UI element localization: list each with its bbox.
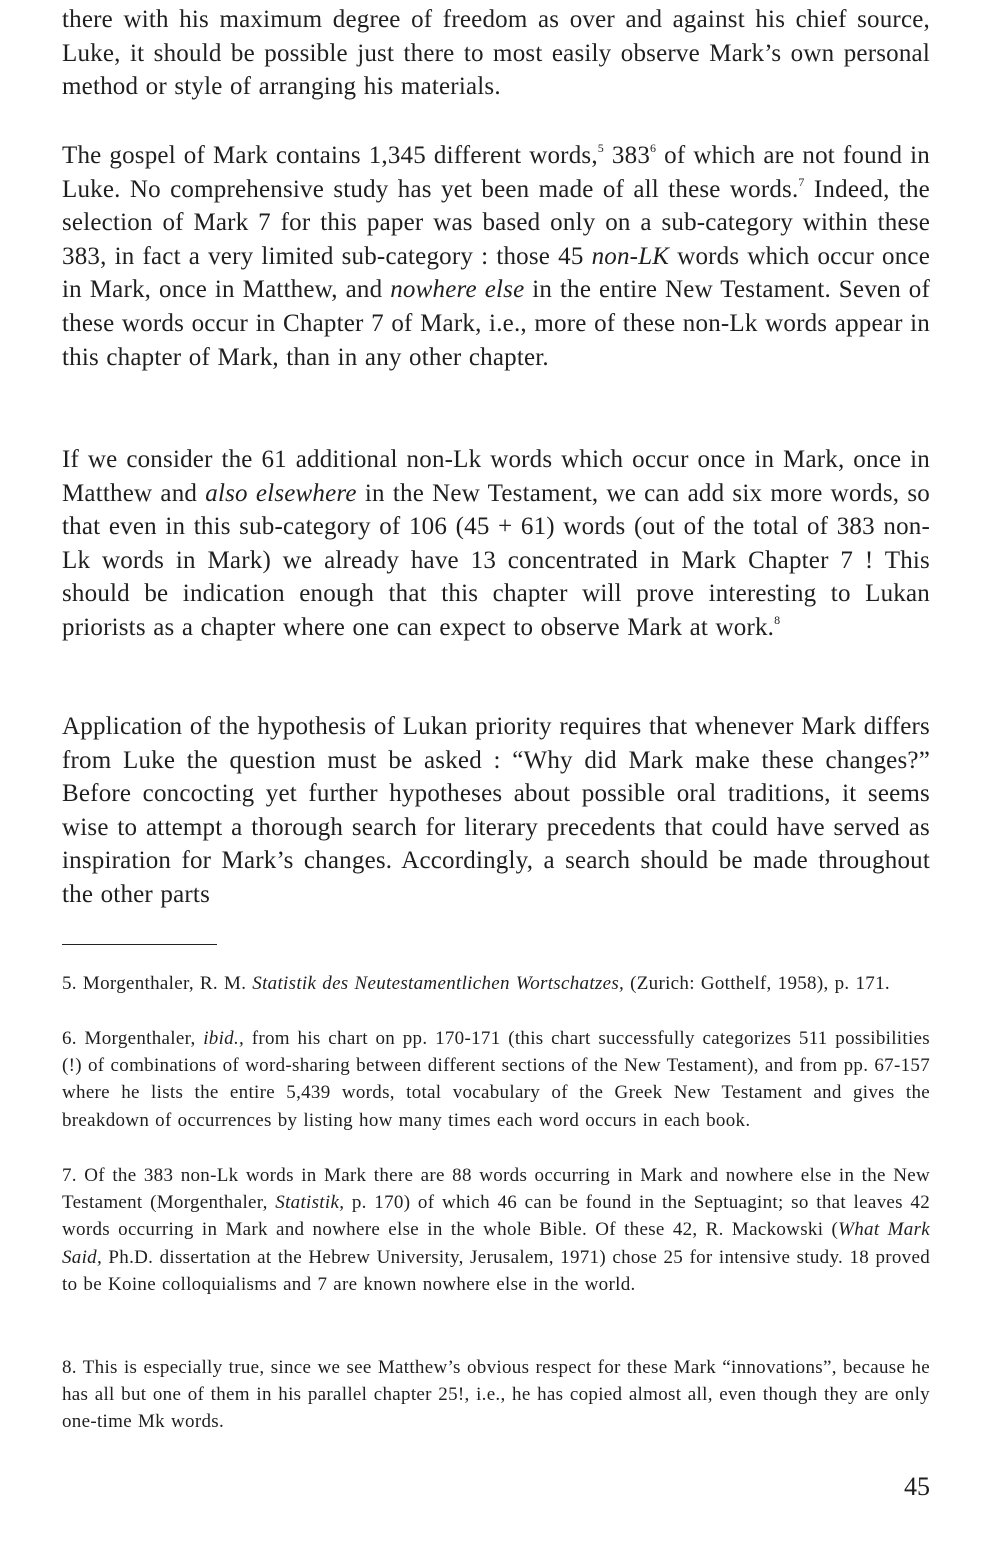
text-run: from his chart on pp. 170-171 (this chart successfully categorizes 511 possibilities (!) of combinations of word-sharing between different sections of the New Testament), and from pp. 67-157 where he lists the entire 5,439 words, total vocabulary of the Greek New Testament and gives the breakdown of occurrences by listing how many times each word occurs in each book.: [62, 1028, 930, 1131]
footnote-number: 7.: [62, 1165, 77, 1186]
text-run: (Zurich: Gotthelf, 1958), p. 171.: [624, 973, 890, 994]
footnote: [62, 1025, 930, 1134]
text-run: If we consider the 61 additional non-Lk words which occur once in Mark, once in Matthew and: [62, 446, 930, 507]
text-run: of which are not found in Luke. No comprehensive study has yet been made of all these words.: [62, 142, 930, 203]
italic-text: ibid.,: [203, 1028, 245, 1049]
footnote-number: 5.: [62, 973, 77, 994]
footnote: [62, 1162, 930, 1298]
text-run: p. 170) of which 46 can be found in the Septuagint; so that leaves 42 words occurring in Mark and nowhere else in the whole Bible. Of these 42, R. Mackowski (: [62, 1192, 931, 1241]
paragraph: [62, 3, 930, 104]
italic-text: Statistik des Neutestamentlichen Wortschatzes,: [252, 973, 625, 994]
footnote: [62, 970, 930, 997]
text-run: 383: [603, 142, 651, 169]
text-run: in the New Testament, we can add six more words, so that even in this sub-category of 106 (45 + 61) words (out of the total of 383 non-Lk words in Mark) we already have 13 concentrated in Mark Chapter 7 ! This should be indication enough that this chapter will prove interesting to Lukan priorists as a chapter where one can expect to observe Mark at work.: [62, 479, 930, 641]
text-run: there with his maximum degree of freedom as over and against his chief source, Luke, it should be possible just there to most easily observe Mark’s own personal method or style of arranging his materials.: [62, 6, 930, 101]
italic-text: nowhere else: [390, 276, 525, 304]
text-run: Of the 383 non-Lk words in Mark there are 88 words occurring in Mark and nowhere else in the New Testament (Morgenthaler,: [62, 1165, 930, 1214]
text-run: Morgenthaler, R. M.: [82, 973, 253, 994]
italic-text: What Mark Said,: [62, 1219, 930, 1268]
footnote-reference: 5: [597, 141, 604, 155]
text-run: Morgenthaler,: [84, 1028, 204, 1049]
text-run: words which occur once in Mark, once in Matthew, and: [62, 242, 931, 304]
paragraph: [62, 443, 930, 645]
footnote: [62, 1354, 930, 1436]
footnote-reference: 6: [650, 141, 657, 155]
footnote-separator: [62, 944, 217, 945]
paragraph: [62, 710, 930, 912]
footnote-number: 6.: [62, 1028, 77, 1049]
text-run: Application of the hypothesis of Lukan priority requires that whenever Mark differs from Luke the question must be asked : “Why did Mark make these changes?” Before concocting yet further hypotheses about possible oral traditions, it seems wise to attempt a thorough search for literary precedents that could have served as inspiration for Mark’s changes. Accordingly, a search should be made throughout the other parts: [62, 713, 930, 908]
text-run: The gospel of Mark contains 1,345 different words,: [62, 142, 598, 169]
italic-text: non-LK: [591, 242, 670, 270]
footnote-reference: 8: [774, 612, 781, 627]
text-run: Indeed, the selection of Mark 7 for this paper was based only on a sub-category within these 383, in fact a very limited sub-category : those 45: [62, 175, 930, 270]
text-run: in the entire New Testament. Seven of these words occur in Chapter 7 of Mark, i.e., more of these non-Lk words appear in this chapter of Mark, than in any other chapter.: [62, 276, 931, 371]
text-run: Ph.D. dissertation at the Hebrew University, Jerusalem, 1971) chose 25 for intensive study. 18 proved to be Koine colloquialisms and 7 are known nowhere else in the world.: [62, 1246, 930, 1295]
text-run: This is especially true, since we see Matthew’s obvious respect for these Mark “innovations”, because he has all but one of them in his parallel chapter 25!, i.e., he has copied almost all, even though they are only one-time Mk words.: [62, 1357, 930, 1433]
paragraph: [62, 139, 930, 374]
footnote-number: 8.: [62, 1357, 77, 1378]
footnote-reference: 7: [798, 174, 805, 189]
italic-text: Statistik,: [275, 1192, 345, 1214]
italic-text: also elsewhere: [205, 479, 357, 507]
page: [62, 0, 930, 1562]
page-number: 45: [904, 1472, 930, 1501]
